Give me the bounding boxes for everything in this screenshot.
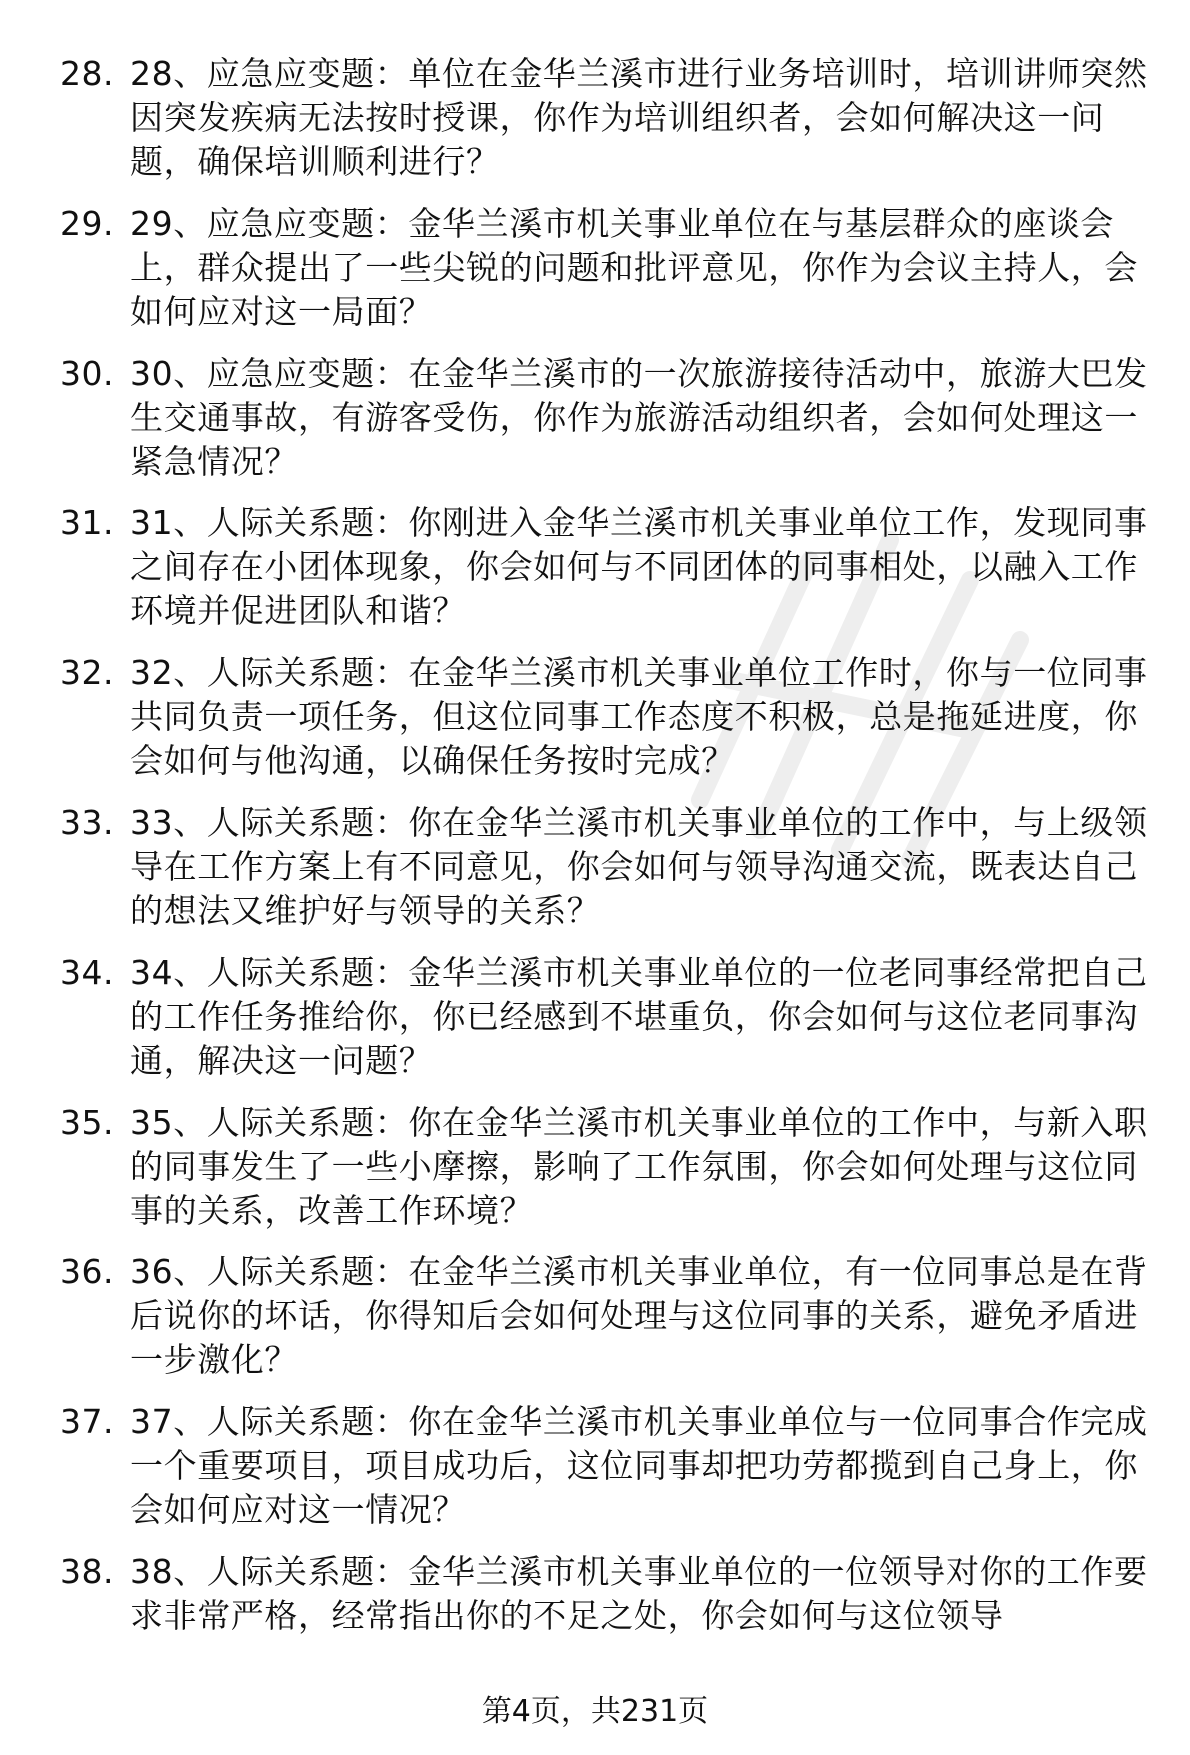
question-text: 31、人际关系题：你刚进入金华兰溪市机关事业单位工作，发现同事之间存在小团体现象，你会如何与不同团体的同事相处，以融入工作环境并促进团队和谐？ — [130, 503, 1148, 631]
question-item — [60, 1101, 1150, 1233]
page-footer: 第4页，共231页 — [481, 1694, 709, 1729]
question-item — [60, 352, 1150, 484]
question-text: 34、人际关系题：金华兰溪市机关事业单位的一位老同事经常把自己的工作任务推给你，你已经感到不堪重负，你会如何与这位老同事沟通，解决这一问题？ — [130, 952, 1148, 1080]
question-number: 28. — [60, 54, 114, 93]
question-item — [60, 501, 1150, 633]
question-number: 38. — [60, 1551, 114, 1591]
question-number: 34. — [60, 952, 114, 992]
question-text: 28、应急应变题：单位在金华兰溪市进行业务培训时，培训讲师突然因突发疾病无法按时授课，你作为培训组织者，会如何解决这一问题，确保培训顺利进行？ — [130, 54, 1148, 181]
question-text: 36、人际关系题：在金华兰溪市机关事业单位，有一位同事总是在背后说你的坏话，你得知后会如何处理与这位同事的关系，避免矛盾进一步激化？ — [130, 1252, 1148, 1380]
question-number: 30. — [60, 353, 114, 393]
question-text: 30、应急应变题：在金华兰溪市的一次旅游接待活动中，旅游大巴发生交通事故，有游客受伤，你作为旅游活动组织者，会如何处理这一紧急情况？ — [130, 353, 1148, 481]
question-text: 35、人际关系题：你在金华兰溪市机关事业单位的工作中，与新入职的同事发生了一些小摩擦，影响了工作氛围，你会如何处理与这位同事的关系，改善工作环境？ — [130, 1102, 1148, 1230]
question-item — [60, 951, 1150, 1083]
question-number: 32. — [60, 653, 114, 693]
question-item — [60, 801, 1150, 933]
question-number: 31. — [60, 503, 114, 543]
question-number: 33. — [60, 802, 114, 842]
question-text: 32、人际关系题：在金华兰溪市机关事业单位工作时，你与一位同事共同负责一项任务，但这位同事工作态度不积极，总是拖延进度，你会如何与他沟通，以确保任务按时完成？ — [130, 653, 1148, 781]
question-list — [60, 52, 1150, 1656]
question-item — [60, 52, 1150, 184]
question-number: 35. — [60, 1102, 114, 1142]
question-item — [60, 1550, 1150, 1638]
question-number: 36. — [60, 1252, 114, 1292]
question-text: 38、人际关系题：金华兰溪市机关事业单位的一位领导对你的工作要求非常严格，经常指出你的不足之处，你会如何与这位领导 — [130, 1551, 1148, 1635]
question-text: 37、人际关系题：你在金华兰溪市机关事业单位与一位同事合作完成一个重要项目，项目成功后，这位同事却把功劳都揽到自己身上，你会如何应对这一情况？ — [130, 1402, 1148, 1530]
question-item — [60, 202, 1150, 334]
question-text: 29、应急应变题：金华兰溪市机关事业单位在与基层群众的座谈会上，群众提出了一些尖锐的问题和批评意见，你作为会议主持人，会如何应对这一局面？ — [130, 203, 1138, 331]
question-text: 33、人际关系题：你在金华兰溪市机关事业单位的工作中，与上级领导在工作方案上有不同意见，你会如何与领导沟通交流，既表达自己的想法又维护好与领导的关系？ — [130, 802, 1148, 930]
question-number: 37. — [60, 1402, 114, 1442]
question-item — [60, 1250, 1150, 1382]
question-item — [60, 1400, 1150, 1532]
question-item — [60, 651, 1150, 783]
question-number: 29. — [60, 203, 114, 243]
